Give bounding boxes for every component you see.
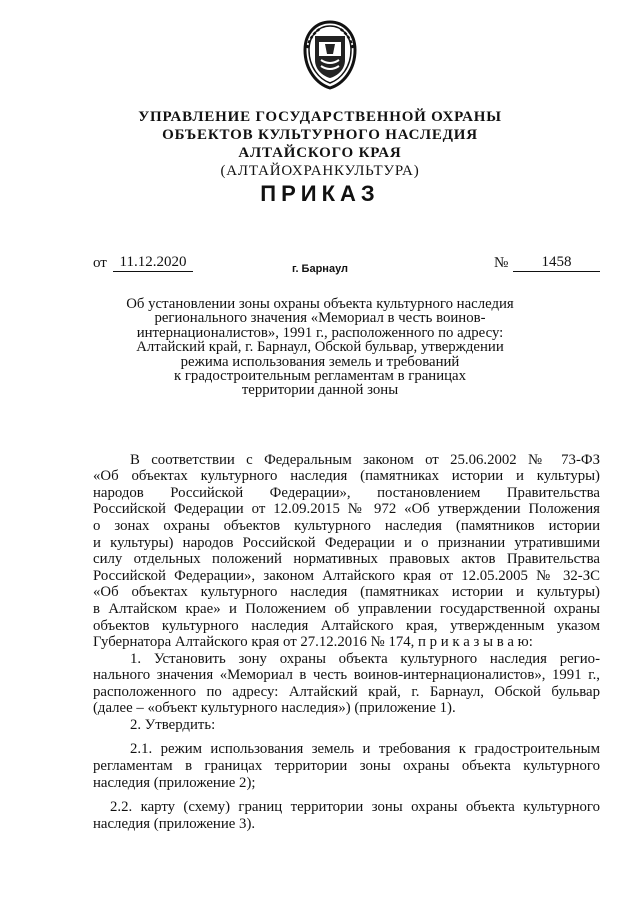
org-name-line-1: УПРАВЛЕНИЕ ГОСУДАРСТВЕННОЙ ОХРАНЫ (138, 109, 502, 125)
date-prefix: от (93, 255, 107, 271)
coat-of-arms-emblem (299, 20, 361, 90)
body-line: наследия (приложение 2); (93, 775, 256, 791)
org-short-name: (АЛТАЙОХРАНКУЛЬТУРА) (220, 163, 420, 179)
body-line: о зонах охраны объектов культурного наследия (памятников истории (93, 518, 600, 534)
body-line: и культуры) народов Российской Федерации и о признании утратившими (93, 535, 600, 551)
body-line: наследия (приложение 3). (93, 816, 256, 832)
body-line: Российской Федерации от 12.09.2015 № 972 «Об утверждении Положения (93, 501, 600, 517)
subject-line: к градостроительным регламентам в границах (173, 368, 467, 385)
subject-line: регионального значения «Мемориал в честь воинов- (154, 310, 486, 327)
body-line: 2.1. режим использования земель и требования к градостроительным (130, 741, 600, 757)
city-label: г. Барнаул (291, 263, 349, 275)
number-prefix: № (494, 255, 509, 271)
body-line: Губернатора Алтайского края от 27.12.2016 № 174, п р и к а з ы в а ю: (93, 634, 533, 650)
body-line: 2. Утвердить: (130, 717, 216, 733)
document-subject (100, 297, 540, 398)
subject-line: режима использования земель и требований (180, 353, 460, 370)
subject-line: территории данной зоны (241, 382, 399, 399)
body-line: в Алтайском крае» и Положением об управлении государственной охраны (93, 601, 600, 617)
body-line: (далее – «объект культурного наследия») (приложение 1). (93, 700, 456, 716)
org-name-line-2: ОБЪЕКТОВ КУЛЬТУРНОГО НАСЛЕДИЯ (162, 127, 478, 143)
body-line: «Об объектах культурного наследия (памятниках истории и культуры) (93, 584, 600, 600)
document-type-title: ПРИКАЗ (260, 181, 380, 206)
document-number: 1458 (513, 254, 600, 272)
subject-line: Об установлении зоны охраны объекта культурного наследия (126, 296, 514, 312)
body-line: расположенного по адресу: Алтайский край, г. Барнаул, Обской бульвар (93, 684, 600, 700)
org-name-line-3: АЛТАЙСКОГО КРАЯ (238, 145, 402, 161)
body-line: В соответствии с Федеральным законом от 25.06.2002 № 73-ФЗ (130, 452, 600, 468)
body-line: «Об объектах культурного наследия (памятниках истории и культуры) (93, 468, 600, 484)
body-line: объектов культурного наследия Алтайского края, утвержденным указом (93, 618, 600, 634)
body-line: нального значения «Мемориал в честь воинов-интернационалистов», 1991 г., (93, 667, 600, 683)
body-line: регламентам в границах территории зоны охраны объекта культурного (93, 758, 600, 774)
subject-line: интернационалистов», 1991 г., расположенного по адресу: (136, 324, 504, 341)
document-date: 11.12.2020 (113, 254, 193, 272)
body-line: 2.2. карту (схему) границ территории зоны охраны объекта культурного (110, 799, 600, 815)
body-line: силу отдельных положений нормативных правовых актов Правительства (93, 551, 600, 567)
body-line: Российской Федерации», законом Алтайского края от 12.05.2005 № 32-ЗС (93, 568, 600, 584)
subject-line: Алтайский край, г. Барнаул, Обской бульвар, утверждении (136, 339, 504, 356)
body-line: 1. Установить зону охраны объекта культурного наследия регио- (130, 651, 600, 667)
body-line: народов Российской Федерации», постановлением Правительства (93, 485, 600, 501)
